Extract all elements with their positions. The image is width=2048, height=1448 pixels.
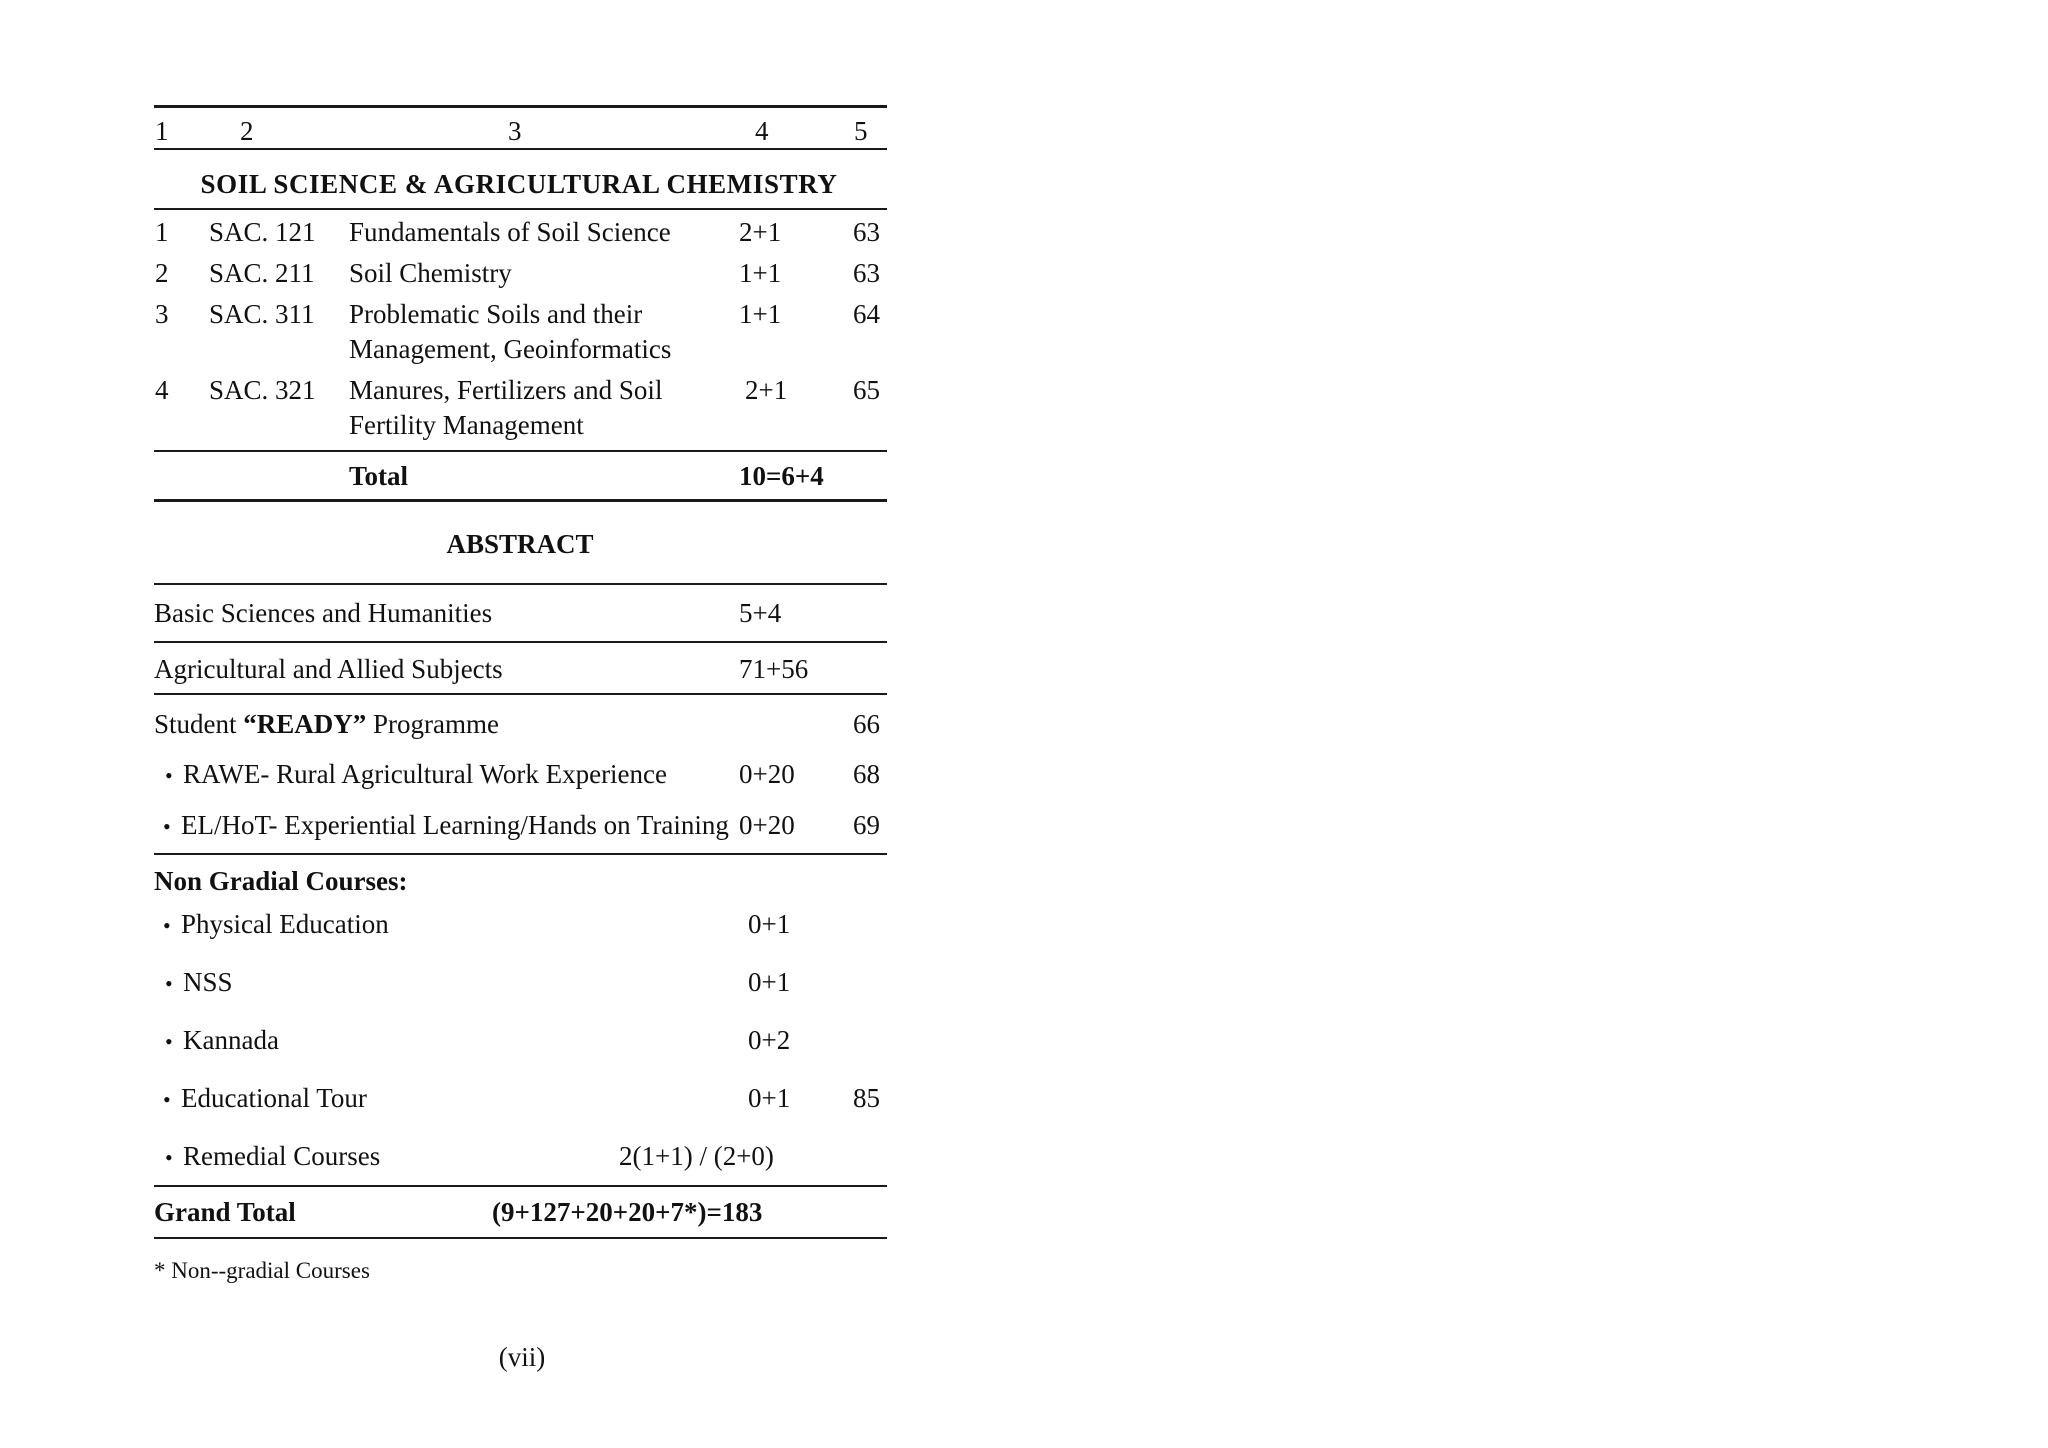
course-credits: 2+1 bbox=[745, 375, 788, 405]
course-no: 2 bbox=[155, 258, 169, 288]
col-header-1: 1 bbox=[155, 116, 169, 146]
course-code: SAC. 121 bbox=[209, 217, 316, 247]
ready-prefix: Student bbox=[154, 709, 244, 739]
agri-allied-value: 71+56 bbox=[739, 654, 809, 684]
footnote: * Non--gradial Courses bbox=[154, 1258, 370, 1283]
abstract-rule bbox=[154, 583, 887, 585]
non-gradial-value: 0+1 bbox=[748, 967, 791, 997]
bullet-icon: • bbox=[163, 1087, 171, 1112]
agri-allied-label: Agricultural and Allied Subjects bbox=[154, 654, 503, 684]
elhot-value: 0+20 bbox=[739, 810, 795, 840]
agri-rule bbox=[154, 693, 887, 695]
rawe-page: 68 bbox=[853, 759, 880, 789]
col-header-2: 2 bbox=[240, 116, 254, 146]
grand-total-label: Grand Total bbox=[154, 1197, 296, 1227]
section-rule bbox=[154, 208, 887, 210]
bullet-icon: • bbox=[165, 763, 173, 788]
bullet-icon: • bbox=[163, 913, 171, 938]
col-header-3: 3 bbox=[508, 116, 522, 146]
course-no: 4 bbox=[155, 375, 169, 405]
rawe-value: 0+20 bbox=[739, 759, 795, 789]
ready-rule bbox=[154, 853, 887, 855]
course-credits: 1+1 bbox=[739, 299, 782, 329]
bullet-icon: • bbox=[165, 1029, 173, 1054]
remedial-courses-value: 2(1+1) / (2+0) bbox=[619, 1141, 774, 1171]
course-page: 65 bbox=[853, 375, 880, 405]
non-gradial-item: • Kannada bbox=[165, 1025, 279, 1055]
course-credits: 1+1 bbox=[739, 258, 782, 288]
non-gradial-item: • NSS bbox=[165, 967, 233, 997]
bullet-icon: • bbox=[165, 971, 173, 996]
course-title: Problematic Soils and their bbox=[349, 299, 643, 329]
bullet-icon: • bbox=[165, 1145, 173, 1170]
course-title: Fundamentals of Soil Science bbox=[349, 217, 671, 247]
course-title-line2: Fertility Management bbox=[349, 410, 584, 440]
non-gradial-page: 85 bbox=[853, 1083, 880, 1113]
top-rule bbox=[154, 105, 887, 108]
ready-bold: “READY” bbox=[243, 709, 367, 739]
course-page: 63 bbox=[853, 217, 880, 247]
non-gradial-value: 0+1 bbox=[748, 909, 791, 939]
section-title: SOIL SCIENCE & AGRICULTURAL CHEMISTRY bbox=[200, 169, 838, 199]
page-number: (vii) bbox=[498, 1342, 546, 1372]
total-rule-top bbox=[154, 450, 887, 452]
course-title-line2: Management, Geoinformatics bbox=[349, 334, 672, 364]
non-gradial-title: Non Gradial Courses: bbox=[154, 866, 408, 896]
ready-programme-label bbox=[154, 709, 499, 739]
course-page: 63 bbox=[853, 258, 880, 288]
course-credits: 2+1 bbox=[739, 217, 782, 247]
course-title: Soil Chemistry bbox=[349, 258, 512, 288]
header-rule bbox=[154, 148, 887, 150]
elhot-label: • EL/HoT- Experiential Learning/Hands on Training bbox=[163, 810, 729, 840]
basic-sciences-value: 5+4 bbox=[739, 598, 782, 628]
ready-page: 66 bbox=[853, 709, 880, 739]
rawe-label: • RAWE- Rural Agricultural Work Experience bbox=[165, 759, 668, 789]
course-no: 1 bbox=[155, 217, 169, 247]
course-title: Manures, Fertilizers and Soil bbox=[349, 375, 663, 405]
abstract-title: ABSTRACT bbox=[446, 529, 594, 559]
bullet-icon: • bbox=[163, 814, 171, 839]
grand-total-rule-top bbox=[154, 1185, 887, 1187]
non-gradial-item: • Educational Tour bbox=[163, 1083, 367, 1113]
course-no: 3 bbox=[155, 299, 169, 329]
course-code: SAC. 211 bbox=[209, 258, 315, 288]
course-page: 64 bbox=[853, 299, 880, 329]
elhot-page: 69 bbox=[853, 810, 880, 840]
course-code: SAC. 321 bbox=[209, 375, 316, 405]
col-header-4: 4 bbox=[755, 116, 769, 146]
non-gradial-item: • Physical Education bbox=[163, 909, 389, 939]
non-gradial-value: 0+1 bbox=[748, 1083, 791, 1113]
course-code: SAC. 311 bbox=[209, 299, 315, 329]
total-label: Total bbox=[349, 461, 409, 491]
col-header-5: 5 bbox=[854, 116, 868, 146]
non-gradial-value: 0+2 bbox=[748, 1025, 791, 1055]
grand-total-rule-bottom bbox=[154, 1237, 887, 1239]
total-value: 10=6+4 bbox=[739, 461, 824, 491]
grand-total-value: (9+127+20+20+7*)=183 bbox=[492, 1197, 763, 1227]
basic-sciences-label: Basic Sciences and Humanities bbox=[154, 598, 493, 628]
total-rule-bottom bbox=[154, 499, 887, 502]
ready-suffix: Programme bbox=[366, 709, 500, 739]
remedial-courses-label: • Remedial Courses bbox=[165, 1141, 381, 1171]
basic-rule bbox=[154, 641, 887, 643]
